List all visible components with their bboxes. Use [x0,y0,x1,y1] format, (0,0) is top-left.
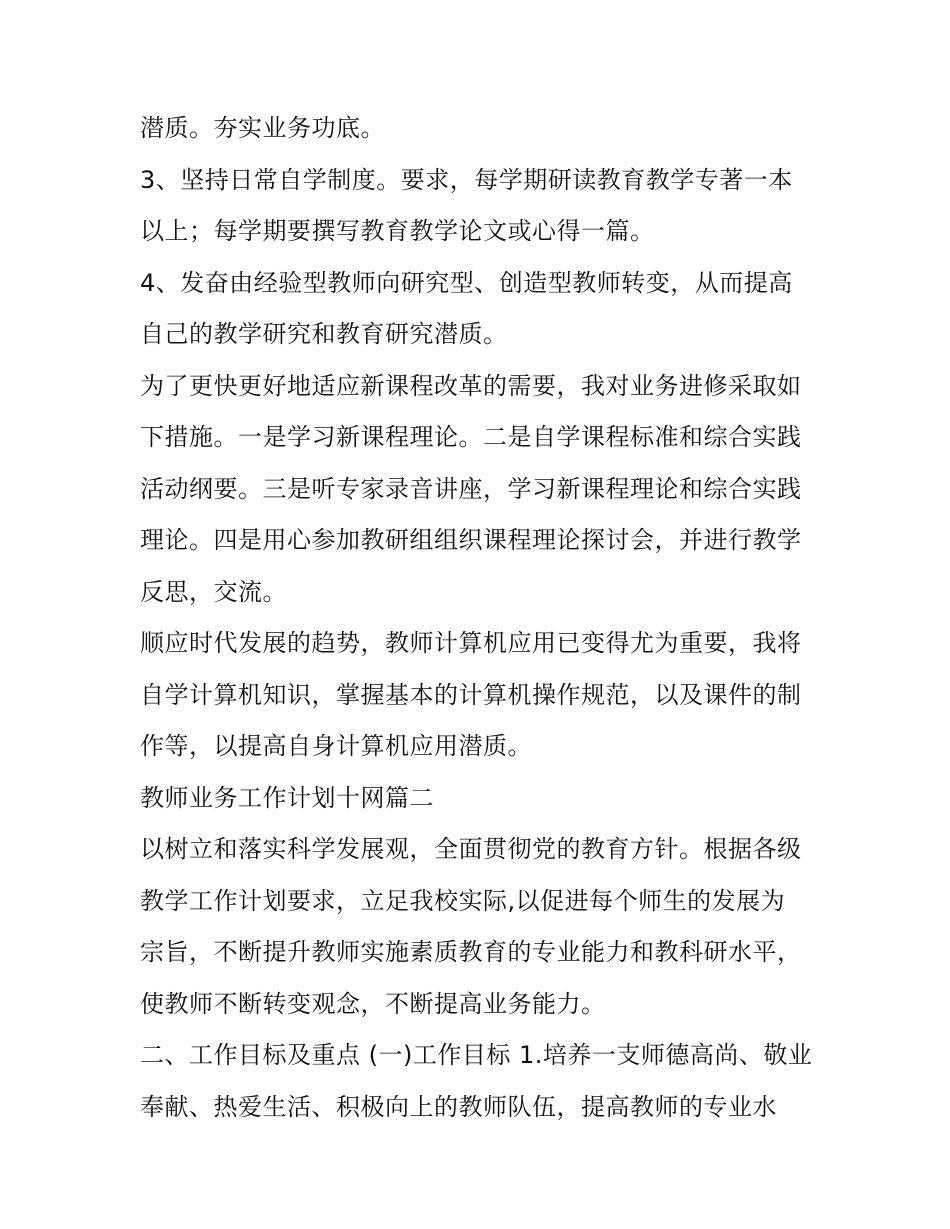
text-line: 自己的教学研究和教育研究潜质。 [140,320,508,348]
text-line: 二、工作目标及重点 (一)工作目标 1.培养一支师德高尚、敬业 [140,1041,813,1069]
text-line: 下措施。一是学习新课程理论。二是自学课程标准和综合实践 [140,423,802,451]
text-line: 反思，交流。 [140,577,287,606]
text-line: 为了更快更好地适应新课程改革的需要，我对业务进修采取如 [140,371,802,400]
text-line: 自学计算机知识，掌握基本的计算机操作规范，以及课件的制 [140,680,802,709]
text-line: 作等，以提高自身计算机应用潜质。 [140,732,532,760]
text-line: 以树立和落实科学发展观，全面贯彻党的教育方针。根据各级 [140,835,802,863]
text-line: 活动纲要。三是听专家录音讲座，学习新课程理论和综合实践 [140,474,802,503]
text-line: 宗旨，不断提升教师实施素质教育的专业能力和教科研水平， [140,938,802,966]
document-body [140,103,820,1133]
text-line: 顺应时代发展的趋势，教师计算机应用已变得尤为重要，我将 [140,629,802,657]
text-line: 3、坚持日常自学制度。要求，每学期研读教育教学专著一本 [140,165,793,194]
text-line: 潜质。夯实业务功底。 [140,114,385,142]
text-line: 使教师不断转变观念，不断提高业务能力。 [140,989,606,1018]
text-line: 教学工作计划要求，立足我校实际,以促进每个师生的发展为 [140,886,786,915]
text-line: 奉献、热爱生活、积极向上的教师队伍，提高教师的专业水 [140,1092,777,1121]
text-line: 理论。四是用心参加教研组组织课程理论探讨会，并进行教学 [140,526,802,554]
text-line: 以上；每学期要撰写教育教学论文或心得一篇。 [140,217,655,245]
section-heading: 教师业务工作计划十网篇二 [140,783,434,812]
text-line: 4、发奋由经验型教师向研究型、创造型教师转变，从而提高 [140,268,793,297]
